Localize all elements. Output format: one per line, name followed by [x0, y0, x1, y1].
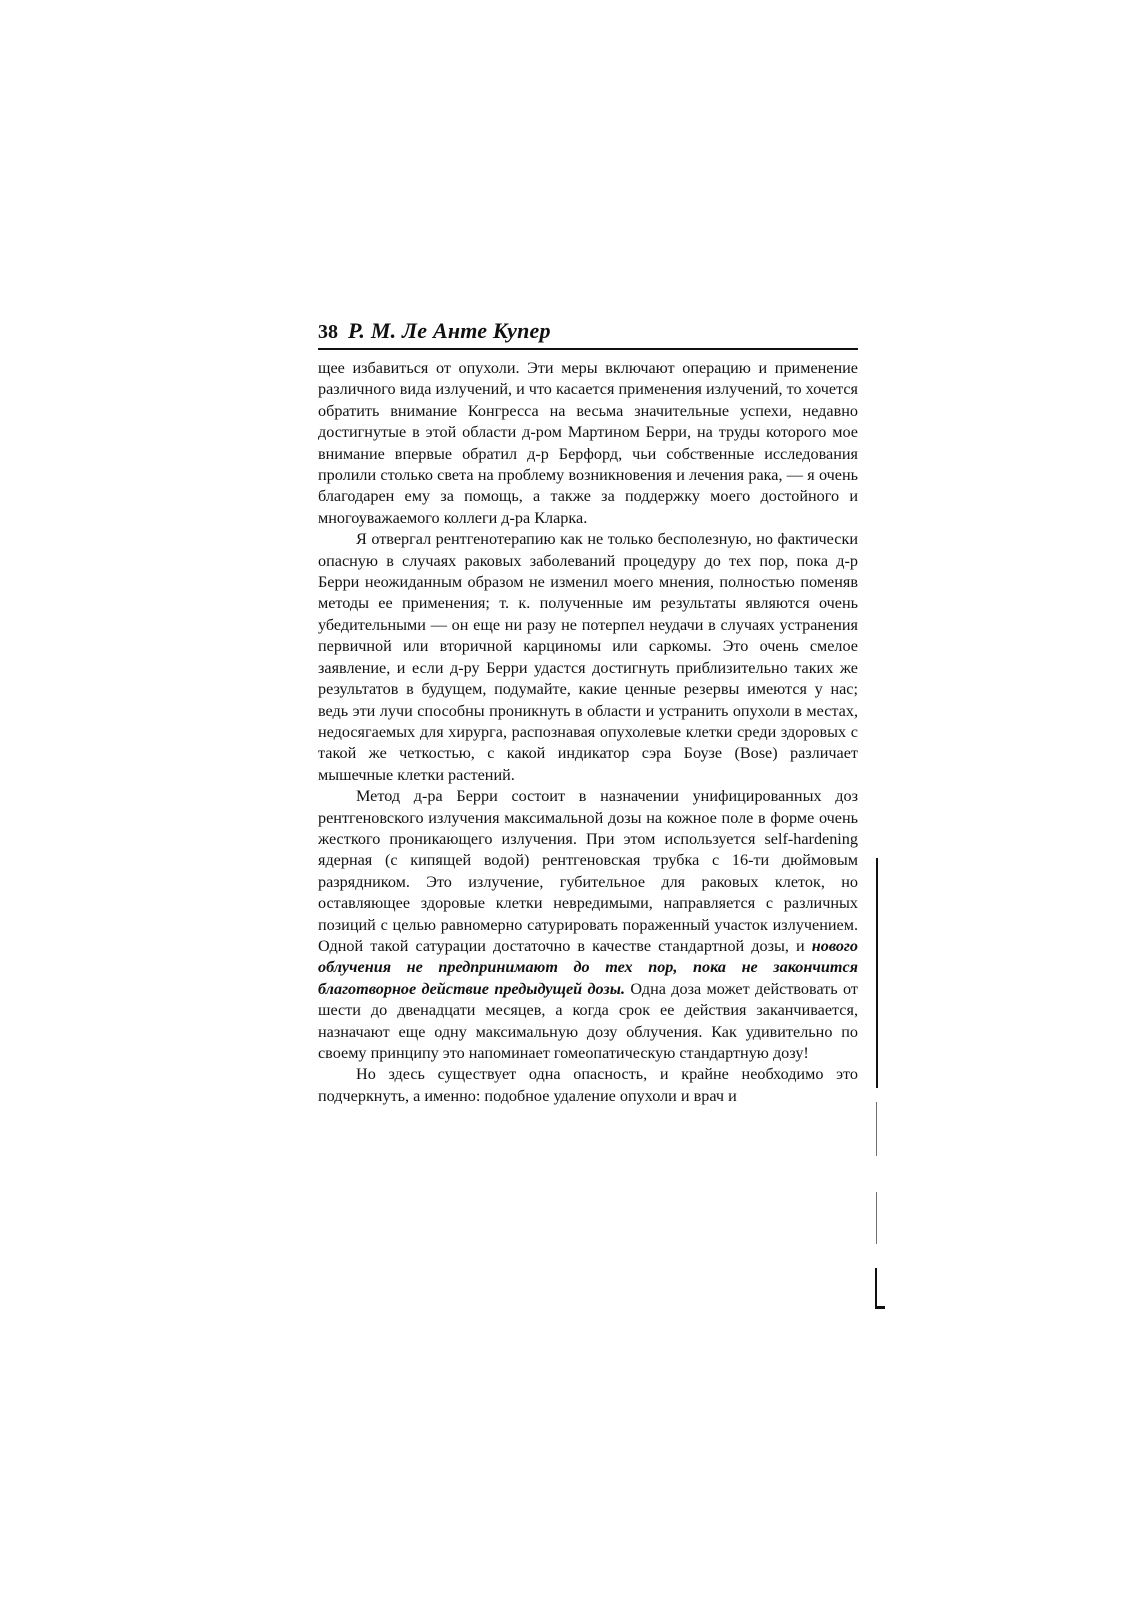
scan-margin-line: [876, 1192, 877, 1244]
page-number: 38: [318, 321, 338, 343]
scan-margin-line: [876, 858, 878, 1088]
paragraph: Метод д-ра Берри состоит в назначении унифицированных доз рентгеновского излучения максимальной дозы на кожное поле в форме очень жесткого проникающего излучения. При этом используется self-hardening ядерная (с кипящей водой) рентгеновская трубка с 16-ти дюймовым разрядником. Это излучение, губительное для раковых клеток, но оставляющее здоровые клетки невредимыми, направляется с различных позиций с целью равномерно сатурировать пораженный участок излучением. Одной такой сатурации достаточно в качестве стандартной дозы, и нового облучения не предпринимают до тех пор, пока не закончится благотворное действие предыдущей дозы. Одна доза может действовать от шести до двенадцати месяцев, а когда срок ее действия заканчивается, назначают еще одну максимальную дозу облучения. Как удивительно по своему принципу это напоминает гомеопатическую стандартную дозу!: [318, 787, 858, 1062]
paragraph: щее избавиться от опухоли. Эти меры включают операцию и применение различного вида излучений, и что касается применения излучений, то хочется обратить внимание Конгресса на весьма значительные успехи, недавно достигнутые в этой области д-ром Мартином Берри, на труды которого мое внимание впервые обратил д-р Берфорд, чьи собственные исследования пролили столько света на проблему возникновения и лечения рака, — я очень благодарен ему за помощь, а также за поддержку моего достойного и многоуважаемого коллеги д-ра Кларка.: [318, 359, 858, 527]
scan-margin-line: [875, 1306, 885, 1309]
running-title: Р. М. Ле Анте Купер: [348, 318, 551, 343]
paragraph: Я отвергал рентгенотерапию как не только бесполезную, но фактически опасную в случаях раковых заболеваний процедуру до тех пор, пока д-р Берри неожиданным образом не изменил моего мнения, полностью поменяв методы ее применения; т. к. полученные им результаты являются очень убедительными — он еще ни разу не потерпел неудачи в случаях устранения первичной или вторичной карциномы или саркомы. Это очень смелое заявление, и если д-ру Берри удастся достигнуть приблизительно таких же результатов в будущем, подумайте, какие ценные резервы имеются у нас; ведь эти лучи способны проникнуть в области и устранить опухоли в местах, недосягаемых для хирурга, распознавая опухолевые клетки среди здоровых с такой же четкостью, с какой индикатор сэра Боузе (Bose) различает мышечные клетки растений.: [318, 530, 858, 784]
emphasized-text: нового облучения не предпринимают до тех пор, пока не закончится благотворное действие предыдущей дозы.: [318, 936, 858, 998]
scan-margin-line: [875, 1268, 877, 1308]
paragraph: Но здесь существует одна опасность, и крайне необходимо это подчеркнуть, а именно: подобное удаление опухоли и врач и: [318, 1065, 858, 1105]
book-page: [318, 318, 858, 1107]
running-header: [318, 318, 858, 350]
body-text: [318, 358, 858, 1107]
scan-margin-line: [876, 1102, 877, 1156]
